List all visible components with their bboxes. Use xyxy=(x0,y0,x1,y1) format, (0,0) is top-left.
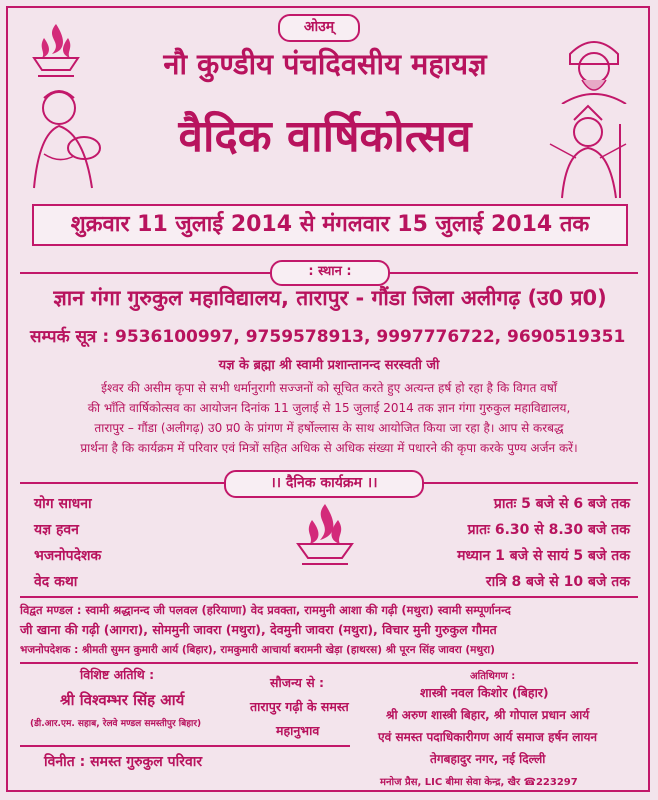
event-title: नौ कुण्डीय पंचदिवसीय महायज्ञ xyxy=(163,47,487,81)
scholars-line-3: भजनोपदेशक : श्रीमती सुमन कुमारी आर्य (बिहार), रामकुमारी आचार्या बरामनी खेड़ा (हाथरस) श्री पूरन सिंह जावरा (मथुरा) xyxy=(20,644,495,656)
scholars-line-2: जी खाना की गढ़ी (आगरा), सोममुनी जावरा (मथुरा), देवमुनी जावरा (मथुरा), विचार मुनी गुरुकुल गौमत xyxy=(20,622,497,637)
host-label: अतिथिगण : xyxy=(470,671,516,682)
host-line-2: श्री अरुण शास्त्री बिहार, श्री गोपाल प्रधान आर्य xyxy=(386,708,590,722)
courtesy-line-1: तारापुर गढ़ी के समस्त xyxy=(250,699,349,714)
goddess-illustration-icon xyxy=(536,104,640,200)
press-credit: मनोज प्रैस, LIC बीमा सेवा केन्द्र, खैर ☎223297 xyxy=(380,777,578,788)
invitation-line-2: की भाँति वार्षिकोत्सव का आयोजन दिनांक 11 जुलाई से 15 जुलाई 2014 तक ज्ञान गंगा गुरुकुल महाविद्यालय, xyxy=(87,401,571,415)
courtesy-label: सौजन्य से : xyxy=(270,675,325,690)
program-time-2: प्रातः 6.30 से 8.30 बजे तक xyxy=(467,522,630,538)
divider-line xyxy=(20,662,638,664)
program-item-havan: यज्ञ हवन xyxy=(34,522,79,538)
divider-line xyxy=(20,596,638,598)
om-badge: ओउम् xyxy=(278,14,360,42)
host-line-4: तेगबहादुर नगर, नई दिल्ली xyxy=(430,752,546,766)
program-item-yoga: योग साधना xyxy=(34,496,92,512)
host-line-1: शास्त्री नवल किशोर (बिहार) xyxy=(420,685,549,700)
humble-note: विनीत : समस्त गुरुकुल परिवार xyxy=(44,754,203,770)
program-time-3: मध्यान 1 बजे से सायं 5 बजे तक xyxy=(457,548,630,564)
program-time-1: प्रातः 5 बजे से 6 बजे तक xyxy=(493,496,630,512)
special-guest-label: विशिष्ट अतिथि : xyxy=(80,667,155,682)
krishna-illustration-icon xyxy=(14,84,104,194)
courtesy-line-2: महानुभाव xyxy=(276,723,320,738)
swami-portrait-icon xyxy=(548,24,640,104)
host-line-3: एवं समस्त पदाधिकारीगण आर्य समाज हर्षन लायन xyxy=(378,730,598,744)
invitation-line-1: ईश्वर की असीम कृपा से सभी धर्मानुरागी सज्जनों को सूचित करते हुए अत्यन्त हर्ष हो रहा है कि विगत वर्षों xyxy=(101,381,557,395)
divider-line xyxy=(20,745,350,747)
venue-text: ज्ञान गंगा गुरुकुल महाविद्यालय, तारापुर - गौंडा जिला अलीगढ़ (उ0 प्र0) xyxy=(53,286,607,310)
special-guest-name: श्री विश्वम्भर सिंह आर्य xyxy=(60,691,185,709)
venue-label: : स्थान : xyxy=(270,260,390,286)
invitation-line-4: प्रार्थना है कि कार्यक्रम में परिवार एवं मित्रों सहित अधिक से अधिक संख्या में पधारने की कृपा करके पुण्य अर्जन करें। xyxy=(80,441,578,455)
program-item-bhajan: भजनोपदेशक xyxy=(34,548,102,564)
yagya-brahma: यज्ञ के ब्रह्मा श्री स्वामी प्रशान्तानन्द सरस्वती जी xyxy=(218,358,440,373)
program-item-katha: वेद कथा xyxy=(34,574,78,590)
contact-numbers: सम्पर्क सूत्र : 9536100997, 9759578913, 9997776722, 9690519351 xyxy=(30,327,626,347)
program-time-4: रात्रि 8 बजे से 10 बजे तक xyxy=(485,574,630,590)
event-subtitle: वैदिक वार्षिकोत्सव xyxy=(178,111,472,162)
invitation-line-3: तारापुर – गौंडा (अलीगढ़) उ0 प्र0 के प्रांगण में हर्षोल्लास के साथ आयोजित किया जा रहा है। आप से करबद्ध xyxy=(94,421,564,435)
havan-fire-icon xyxy=(290,500,360,568)
havan-kund-icon xyxy=(24,20,88,80)
special-guest-desc: (डी.आर.एम. सहाब, रेलवे मण्डल समस्तीपुर बिहार) xyxy=(30,719,202,729)
event-dates: शुक्रवार 11 जुलाई 2014 से मंगलवार 15 जुलाई 2014 तक xyxy=(32,204,628,246)
scholars-line-1: विद्वत मण्डल : स्वामी श्रद्धानन्द जी पलवल (हरियाणा) वेद प्रवक्ता, राममुनी आशा की गढ़ी (मथुरा) स्वामी सम्पूर्णानन्द xyxy=(20,603,511,617)
program-heading: ।। दैनिक कार्यक्रम ।। xyxy=(224,470,424,498)
